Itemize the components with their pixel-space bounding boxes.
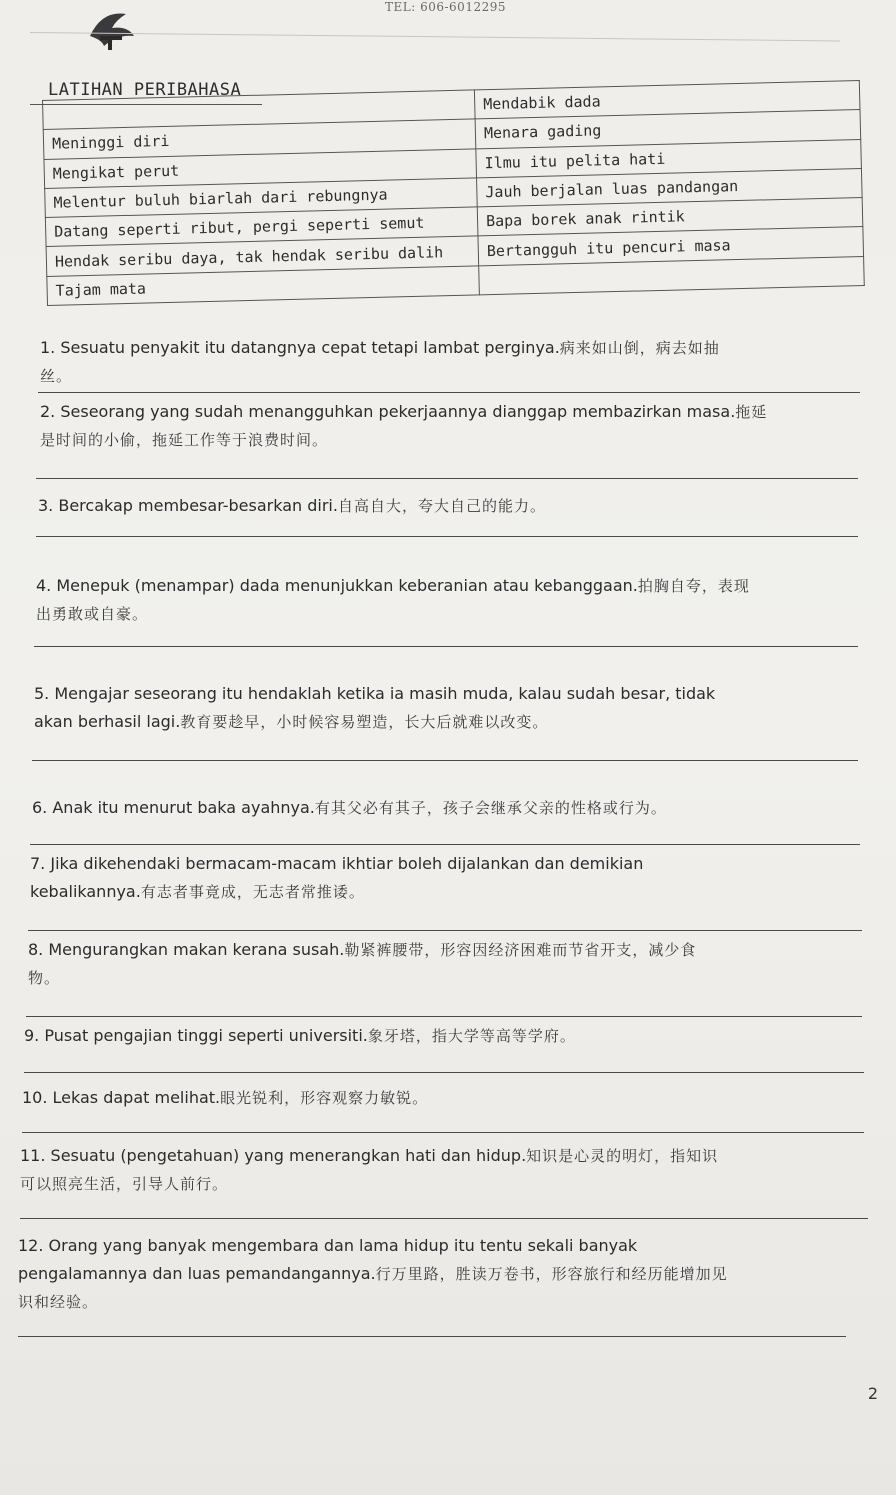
table-cell: Tajam mata (47, 266, 480, 306)
question-text: 8. Mengurangkan makan kerana susah. (28, 940, 345, 959)
table-cell: Meninggi diri (43, 119, 476, 159)
answer-line[interactable] (34, 646, 858, 647)
question-4 (36, 572, 750, 628)
answer-line[interactable] (20, 1218, 868, 1219)
table-cell: Melentur buluh biarlah dari rebungnya (45, 178, 478, 218)
question-text: 7. Jika dikehendaki bermacam-macam ikhtiar boleh dijalankan dan demikian (30, 854, 644, 873)
question-text: 10. Lekas dapat melihat. (22, 1088, 221, 1107)
question-text: 11. Sesuatu (pengetahuan) yang menerangkan hati dan hidup. (20, 1146, 527, 1165)
question-text-cont: kebalikannya. (30, 882, 141, 901)
peribahasa-table (42, 80, 865, 306)
question-chinese-cont: 丝。 (40, 367, 73, 385)
answer-line[interactable] (32, 760, 858, 761)
answer-line[interactable] (30, 844, 860, 845)
question-chinese: 病来如山倒，病去如抽 (559, 339, 720, 357)
question-chinese: 眼光锐利，形容观察力敏锐。 (220, 1089, 429, 1107)
table-cell: Datang seperti ribut, pergi seperti semut (45, 207, 478, 247)
question-text: 6. Anak itu menurut baka ayahnya. (32, 798, 315, 817)
question-3 (38, 492, 546, 520)
question-chinese-cont: 出勇敢或自豪。 (36, 605, 149, 623)
question-chinese-cont: 可以照亮生活，引导人前行。 (20, 1175, 229, 1193)
question-chinese: 教育要趁早，小时候容易塑造，长大后就难以改变。 (180, 713, 549, 731)
question-chinese: 拍胸自夸，表现 (637, 577, 750, 595)
question-text: 5. Mengajar seseorang itu hendaklah ketika ia masih muda, kalau sudah besar, tidak (34, 684, 716, 703)
question-text: 4. Menepuk (menampar) dada menunjukkan keberanian atau kebanggaan. (36, 576, 638, 595)
table-cell: Bertangguh itu pencuri masa (478, 227, 864, 266)
question-10 (22, 1084, 428, 1112)
answer-line[interactable] (18, 1336, 846, 1337)
question-chinese: 勒紧裤腰带，形容因经济困难而节省开支，减少食 (344, 941, 697, 959)
answer-line[interactable] (38, 392, 860, 393)
question-11 (20, 1142, 718, 1198)
question-text: 1. Sesuatu penyakit itu datangnya cepat tetapi lambat perginya. (40, 338, 560, 357)
question-1 (40, 334, 720, 390)
question-text-cont: pengalamannya dan luas pemandangannya. (18, 1264, 376, 1283)
question-6 (32, 794, 667, 822)
question-chinese: 拖延 (735, 403, 768, 421)
question-chinese-cont: 识和经验。 (18, 1293, 99, 1311)
school-logo-icon (82, 6, 142, 52)
table-cell: Jauh berjalan luas pandangan (477, 168, 863, 207)
question-text: 2. Seseorang yang sudah menangguhkan pekerjaannya dianggap membazirkan masa. (40, 402, 736, 421)
question-chinese: 自高自大，夸大自己的能力。 (337, 497, 546, 515)
question-chinese: 行万里路，胜读万卷书，形容旅行和经历能增加见 (375, 1265, 728, 1283)
question-text-cont: akan berhasil lagi. (34, 712, 181, 731)
table-cell: Menara gading (475, 110, 861, 149)
question-chinese: 有其父必有其子，孩子会继承父亲的性格或行为。 (314, 799, 667, 817)
question-chinese-cont: 物。 (28, 969, 61, 987)
worksheet-title: LATIHAN PERIBAHASA (48, 80, 242, 100)
answer-line[interactable] (28, 930, 862, 931)
question-5 (34, 680, 715, 736)
question-12 (18, 1232, 728, 1316)
question-9 (24, 1022, 576, 1050)
question-text: 9. Pusat pengajian tinggi seperti universiti. (24, 1026, 368, 1045)
table-cell: Ilmu itu pelita hati (476, 139, 862, 178)
question-chinese: 象牙塔，指大学等高等学府。 (367, 1027, 576, 1045)
telephone-number: TEL: 606-6012295 (385, 0, 506, 14)
question-2 (40, 398, 767, 454)
question-chinese: 知识是心灵的明灯，指知识 (526, 1147, 719, 1165)
table-cell: Hendak seribu daya, tak hendak seribu dalih (46, 236, 479, 276)
answer-line[interactable] (22, 1132, 864, 1133)
answer-line[interactable] (24, 1072, 864, 1073)
question-chinese: 有志者事竟成，无志者常推诿。 (140, 883, 365, 901)
answer-line[interactable] (26, 1016, 862, 1017)
question-chinese-cont: 是时间的小偷，拖延工作等于浪费时间。 (40, 431, 329, 449)
question-text: 3. Bercakap membesar-besarkan diri. (38, 496, 338, 515)
page-number: 2 (867, 1384, 878, 1403)
question-text: 12. Orang yang banyak mengembara dan lama hidup itu tentu sekali banyak (18, 1236, 638, 1255)
header-divider (30, 32, 840, 41)
answer-line[interactable] (36, 478, 858, 479)
question-7 (30, 850, 643, 906)
table-cell: Mengikat perut (44, 148, 477, 188)
question-8 (28, 936, 696, 992)
table-cell: Mendabik dada (474, 81, 860, 120)
table-cell: Bapa borek anak rintik (477, 198, 863, 237)
answer-line[interactable] (36, 536, 858, 537)
